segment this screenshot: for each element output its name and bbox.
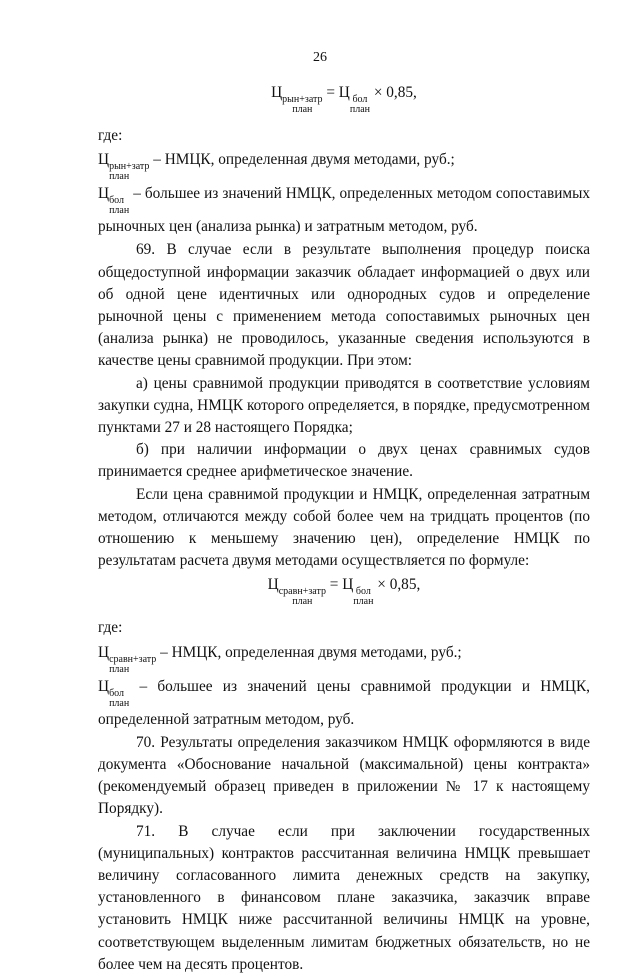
paragraph-69: 69. В случае если в результате выполнения процедур поиска общедоступной информации заказчик обладает информацией о двух или об одной цене идентичных или однородных судов и определение рыночной цены с применением метода сопоставимых рыночных цен (анализа рынка) не проводилось, указанные сведения используются в качестве цены сравнимой продукции. При этом:	[98, 241, 590, 370]
def-subscript: план	[109, 697, 130, 709]
def-subscript: план	[109, 171, 130, 183]
paragraph-69-b: б) при наличии информации о двух ценах сравнимых судов принимается среднее арифметическое значение.	[98, 441, 590, 481]
where-label: где:	[98, 619, 123, 637]
formula-superscript: рын+затр	[282, 94, 323, 105]
paragraph-69-a: а) цены сравнимой продукции приводятся в соответствие условиям закупки судна, НМЦК которого определяется, в порядке, предусмотренном пунктами 27 и 28 настоящего Порядка;	[98, 374, 590, 437]
formula-rhs-symbol: Ц	[338, 84, 350, 101]
definition-max-value-2	[98, 676, 590, 731]
def-text: – большее из значений цены сравнимой продукции и НМЦК, определенной затратным методом, руб.	[98, 677, 590, 728]
definition-max-value	[98, 183, 590, 238]
def-text: – НМЦК, определенная двумя методами, руб.;	[149, 151, 455, 169]
formula-rhs-symbol: Ц	[342, 576, 354, 594]
formula-subscript: план	[292, 104, 313, 115]
def-text: – большее из значений НМЦК, определенных методом сопоставимых рыночных цен (анализа рынка) и затратным методом, руб.	[98, 185, 590, 236]
formula-tail: × 0,85,	[370, 84, 417, 101]
def-superscript: бол	[109, 687, 125, 699]
def-superscript: сравн+затр	[109, 653, 157, 665]
def-symbol: Ц	[98, 151, 110, 169]
paragraph-69-c: Если цена сравнимой продукции и НМЦК, определенная затратным методом, отличаются между собой более чем на тридцать процентов (по отношению к меньшему значению цен), определение НМЦК по результатам расчета двумя методами осуществляется по формуле:	[98, 485, 590, 570]
formula-equals: =	[325, 576, 343, 594]
formula-rhs-subscript: план	[349, 104, 370, 115]
page-content	[98, 76, 590, 976]
formula-symbol: Ц	[271, 84, 283, 101]
def-symbol: Ц	[98, 185, 110, 203]
formula-superscript: сравн+затр	[278, 586, 326, 598]
paragraph-70: 70. Результаты определения заказчиком НМЦК оформляются в виде документа «Обоснование начальной (максимальной) цены контракта» (рекомендуемый образец приведен в приложении № 17 к настоящему Порядку).	[98, 733, 590, 818]
formula-subscript: план	[292, 596, 313, 608]
formula-symbol: Ц	[267, 576, 279, 594]
definition-comparable-cost	[98, 642, 590, 675]
def-symbol: Ц	[98, 677, 110, 695]
def-superscript: рын+затр	[109, 161, 150, 173]
def-text: – НМЦК, определенная двумя методами, руб.;	[156, 643, 462, 661]
def-subscript: план	[109, 205, 130, 217]
where-label: где:	[98, 127, 123, 144]
formula-market-cost	[98, 82, 590, 115]
formula-tail: × 0,85,	[373, 576, 421, 594]
formula-rhs-superscript: бол	[355, 586, 371, 598]
def-subscript: план	[109, 663, 130, 675]
paragraph-71: 71. В случае если при заключении государственных (муниципальных) контрактов рассчитанная величина НМЦК превышает величину согласованного лимита денежных средств на закупку, установленного в финансовом плане заказчика, заказчик вправе установить НМЦК ниже рассчитанной величины НМЦК на уровне, соответствующем выделенным лимитам бюджетных обязательств, но не более чем на десять процентов.	[98, 822, 590, 973]
formula-rhs-superscript: бол	[352, 94, 368, 105]
formula-comparable-cost	[98, 574, 590, 607]
formula-equals: =	[322, 84, 339, 101]
page-number: 26	[313, 50, 327, 65]
def-superscript: бол	[109, 195, 125, 207]
def-symbol: Ц	[98, 643, 110, 661]
definition-market-cost	[98, 149, 590, 182]
formula-rhs-subscript: план	[353, 596, 374, 608]
